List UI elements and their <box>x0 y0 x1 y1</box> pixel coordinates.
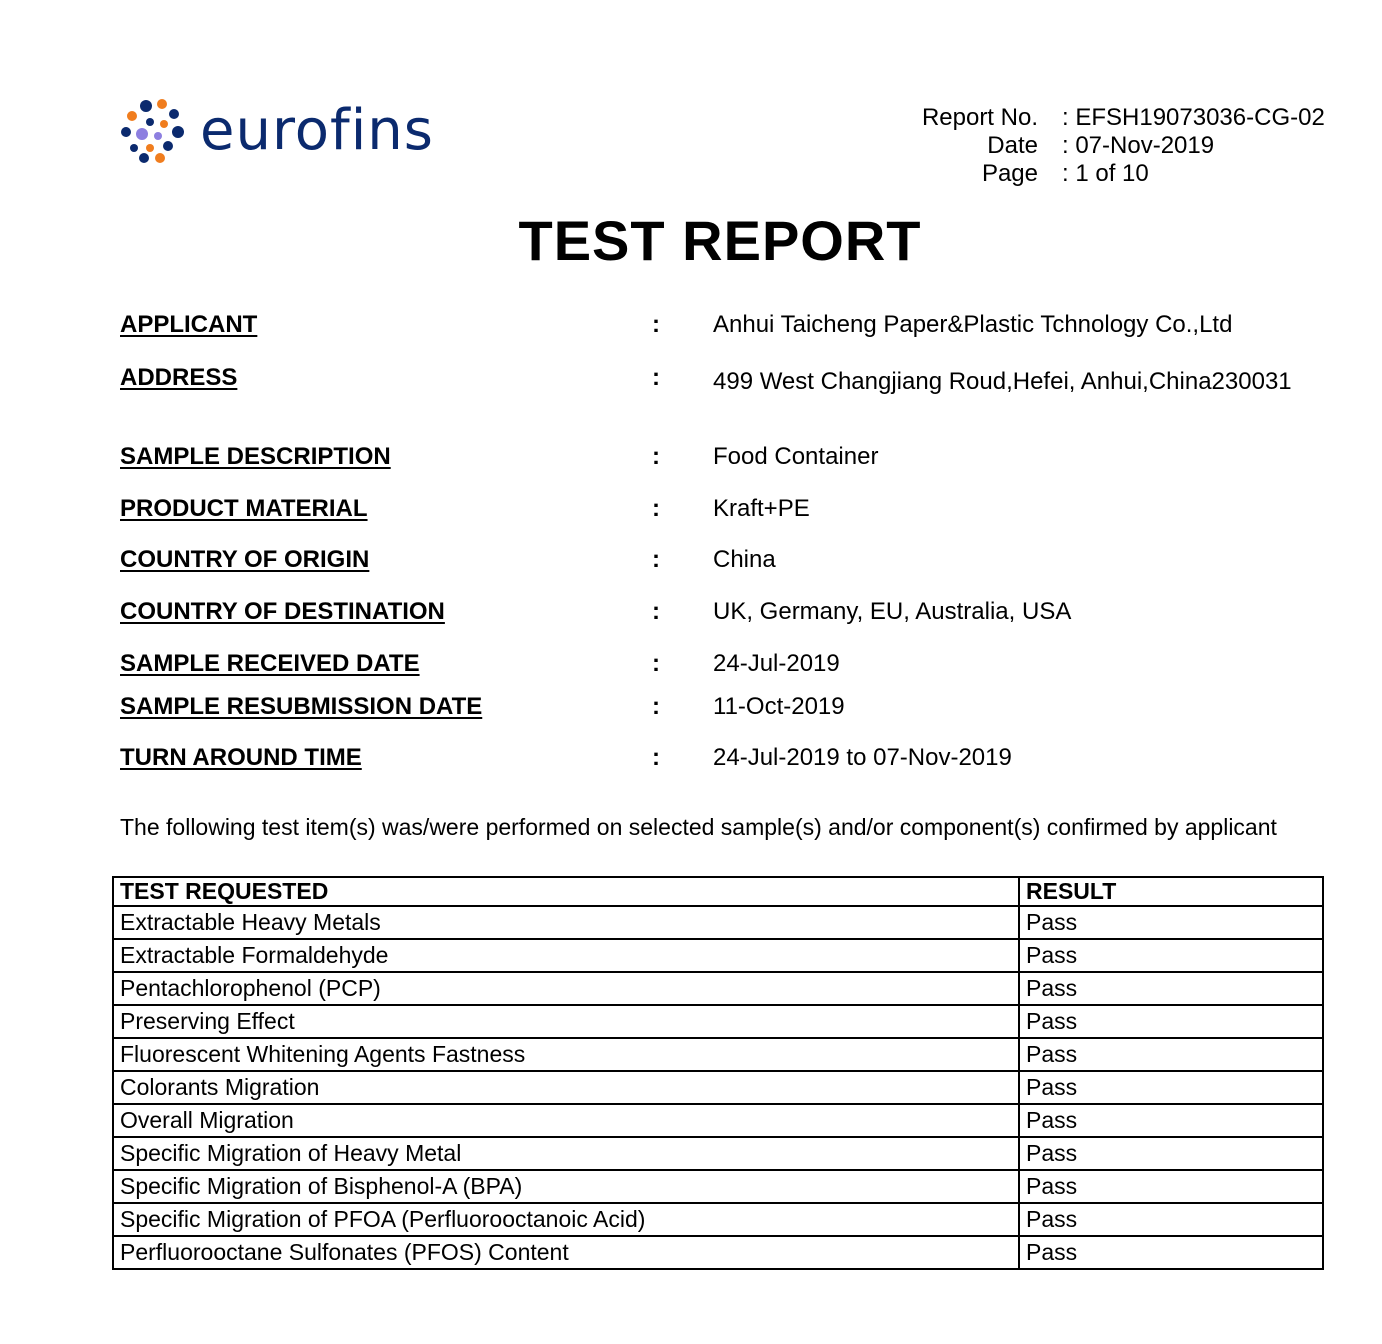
test-name: Specific Migration of PFOA (Perfluorooctanoic Acid) <box>113 1203 1019 1236</box>
field-label: SAMPLE RESUBMISSION DATE <box>120 693 483 720</box>
test-name: Specific Migration of Bisphenol-A (BPA) <box>113 1170 1019 1203</box>
table-row <box>113 1137 1323 1170</box>
field-label: TURN AROUND TIME <box>120 744 362 771</box>
page-title: TEST REPORT <box>518 209 922 272</box>
intro-text: The following test item(s) was/were performed on selected sample(s) and/or component(s) confirmed by applicant <box>120 814 1277 840</box>
report-page-label: Page <box>981 160 1038 187</box>
table-row <box>113 1170 1323 1203</box>
test-result: Pass <box>1019 906 1323 939</box>
report-page-value: : 1 of 10 <box>1062 160 1149 187</box>
report-number-value: : EFSH19073036-CG-02 <box>1062 104 1325 131</box>
test-name: Extractable Formaldehyde <box>113 939 1019 972</box>
field-colon: : <box>652 364 660 391</box>
report-date-row <box>900 132 1325 160</box>
field-value: 499 West Changjiang Roud,Hefei, Anhui,China230031 <box>713 368 1292 395</box>
table-row <box>113 1038 1323 1071</box>
field-label: SAMPLE RECEIVED DATE <box>120 650 420 677</box>
test-name: Fluorescent Whitening Agents Fastness <box>113 1038 1019 1071</box>
test-name: Extractable Heavy Metals <box>113 906 1019 939</box>
field-value: Kraft+PE <box>713 495 810 522</box>
test-result: Pass <box>1019 1071 1323 1104</box>
test-result: Pass <box>1019 1170 1323 1203</box>
report-date-value: : 07-Nov-2019 <box>1062 132 1215 159</box>
test-result: Pass <box>1019 1236 1323 1269</box>
field-label: SAMPLE DESCRIPTION <box>120 443 391 470</box>
table-row <box>113 1071 1323 1104</box>
header-result: RESULT <box>1019 877 1323 906</box>
test-result: Pass <box>1019 972 1323 1005</box>
test-result: Pass <box>1019 1038 1323 1071</box>
field-colon: : <box>652 650 660 677</box>
field-value: 11-Oct-2019 <box>713 693 845 720</box>
field-value: UK, Germany, EU, Australia, USA <box>713 598 1072 625</box>
report-date-label: Date <box>987 132 1038 159</box>
field-colon: : <box>652 744 660 771</box>
field-colon: : <box>652 598 660 625</box>
field-colon: : <box>652 693 660 720</box>
table-row <box>113 1236 1323 1269</box>
test-name: Colorants Migration <box>113 1071 1019 1104</box>
table-row <box>113 939 1323 972</box>
report-meta <box>900 104 1325 188</box>
field-value: 24-Jul-2019 to 07-Nov-2019 <box>713 744 1012 771</box>
table-row <box>113 972 1323 1005</box>
table-row <box>113 1005 1323 1038</box>
field-label: PRODUCT MATERIAL <box>120 495 368 522</box>
field-value: China <box>713 546 776 573</box>
table-row <box>113 1104 1323 1137</box>
test-result: Pass <box>1019 1137 1323 1170</box>
field-colon: : <box>652 546 660 573</box>
table-row <box>113 1203 1323 1236</box>
test-result: Pass <box>1019 939 1323 972</box>
table-header-row <box>113 877 1323 906</box>
field-value: Anhui Taicheng Paper&Plastic Tchnology Co.,Ltd <box>713 311 1233 338</box>
field-value: 24-Jul-2019 <box>713 650 840 677</box>
field-colon: : <box>652 443 660 470</box>
eurofins-dots-logo-icon <box>120 98 186 164</box>
field-label: COUNTRY OF ORIGIN <box>120 546 370 573</box>
test-name: Pentachlorophenol (PCP) <box>113 972 1019 1005</box>
logo-wordmark: eurofins <box>200 98 434 163</box>
report-number-row <box>900 104 1325 132</box>
test-name: Perfluorooctane Sulfonates (PFOS) Content <box>113 1236 1019 1269</box>
report-page-row <box>900 160 1325 188</box>
test-name: Preserving Effect <box>113 1005 1019 1038</box>
field-label: APPLICANT <box>120 311 258 338</box>
test-result: Pass <box>1019 1203 1323 1236</box>
field-colon: : <box>652 495 660 522</box>
test-results-table <box>112 876 1324 1270</box>
field-value: Food Container <box>713 443 879 470</box>
header-test-requested: TEST REQUESTED <box>113 877 1019 906</box>
table-row <box>113 906 1323 939</box>
field-colon: : <box>652 311 660 338</box>
test-name: Overall Migration <box>113 1104 1019 1137</box>
field-label: COUNTRY OF DESTINATION <box>120 598 445 625</box>
test-result: Pass <box>1019 1104 1323 1137</box>
field-label: ADDRESS <box>120 364 238 391</box>
test-name: Specific Migration of Heavy Metal <box>113 1137 1019 1170</box>
test-result: Pass <box>1019 1005 1323 1038</box>
report-number-label: Report No. <box>921 104 1038 131</box>
